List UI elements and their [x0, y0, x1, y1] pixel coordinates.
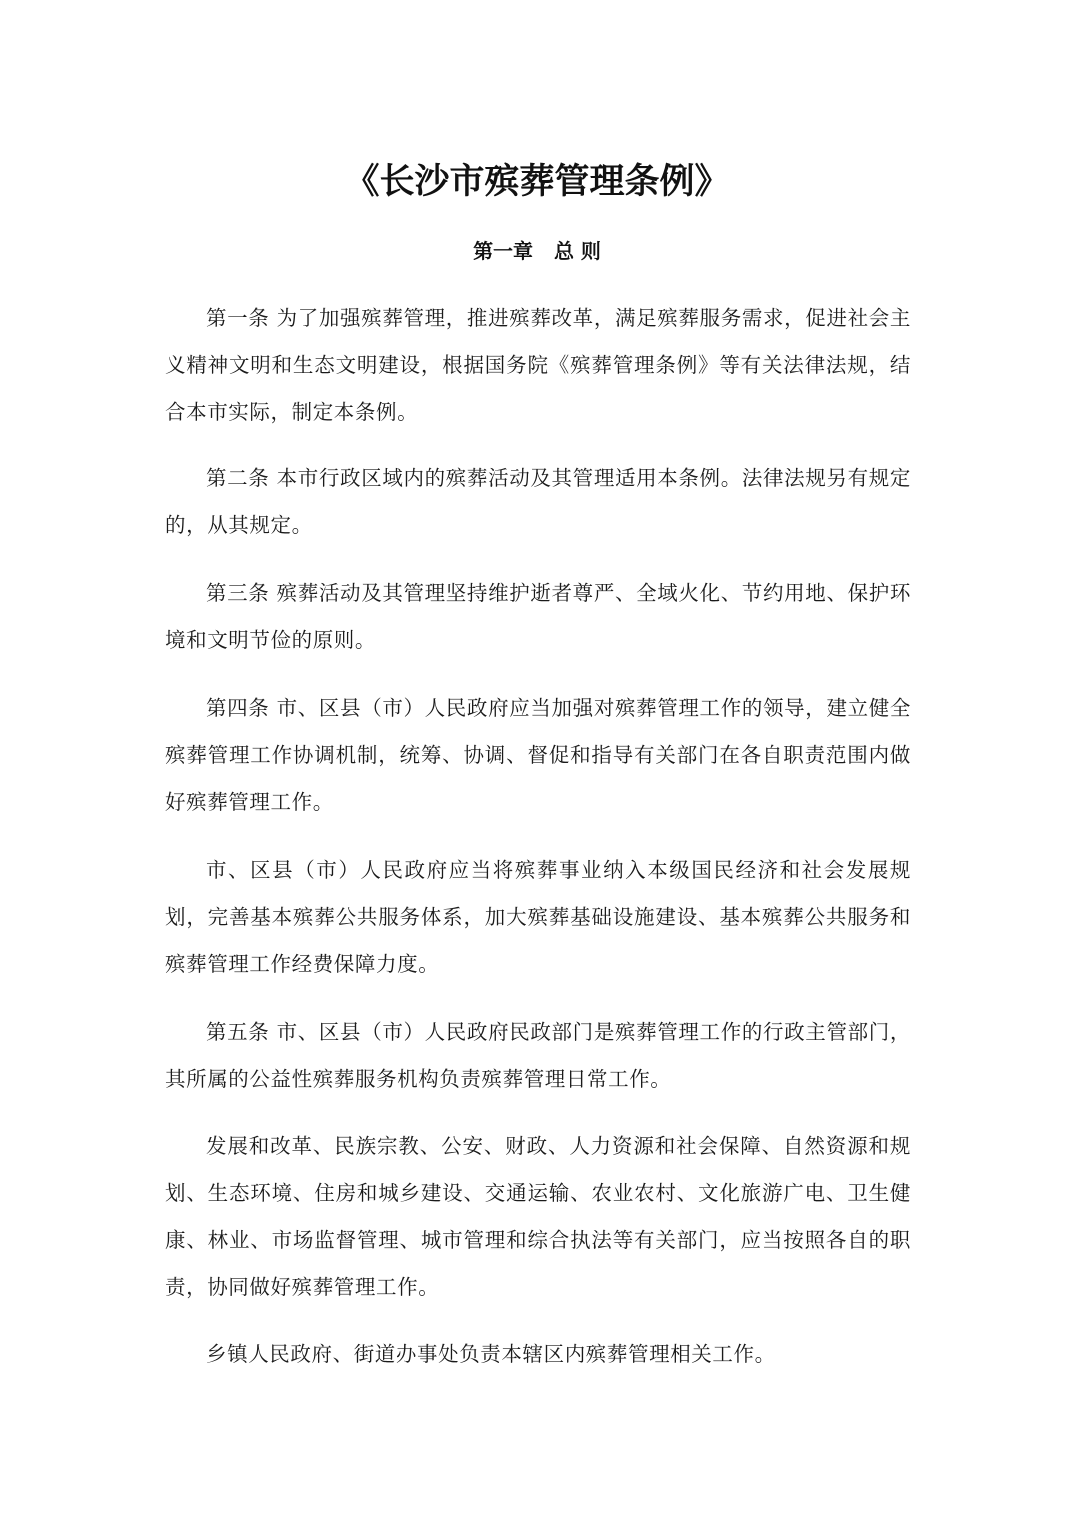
chapter-heading: 第一章 总 则	[473, 239, 601, 263]
article-4-paragraph: 第四条 市、区县（市）人民政府应当加强对殡葬管理工作的领导，建立健全殡葬管理工作协调机制，统筹、协调、督促和指导有关部门在各自职责范围内做好殡葬管理工作。	[165, 696, 911, 814]
article-5-paragraph: 第五条 市、区县（市）人民政府民政部门是殡葬管理工作的行政主管部门，其所属的公益性殡葬服务机构负责殡葬管理日常工作。	[165, 1020, 911, 1091]
article-4-paragraph-2: 市、区县（市）人民政府应当将殡葬事业纳入本级国民经济和社会发展规划，完善基本殡葬公共服务体系，加大殡葬基础设施建设、基本殡葬公共服务和殡葬管理工作经费保障力度。	[165, 858, 911, 976]
article-5-paragraph-2: 发展和改革、民族宗教、公安、财政、人力资源和社会保障、自然资源和规划、生态环境、住房和城乡建设、交通运输、农业农村、文化旅游广电、卫生健康、林业、市场监督管理、城市管理和综合执法等有关部门，应当按照各自的职责，协同做好殡葬管理工作。	[165, 1134, 911, 1299]
article-3-paragraph: 第三条 殡葬活动及其管理坚持维护逝者尊严、全域火化、节约用地、保护环境和文明节俭的原则。	[165, 581, 911, 652]
document-title: 《长沙市殡葬管理条例》	[344, 162, 730, 202]
article-1-paragraph: 第一条 为了加强殡葬管理，推进殡葬改革，满足殡葬服务需求，促进社会主义精神文明和生态文明建设，根据国务院《殡葬管理条例》等有关法律法规，结合本市实际，制定本条例。	[165, 306, 911, 424]
article-5-paragraph-3: 乡镇人民政府、街道办事处负责本辖区内殡葬管理相关工作。	[206, 1342, 776, 1366]
article-2-paragraph: 第二条 本市行政区域内的殡葬活动及其管理适用本条例。法律法规另有规定的，从其规定。	[165, 466, 911, 537]
